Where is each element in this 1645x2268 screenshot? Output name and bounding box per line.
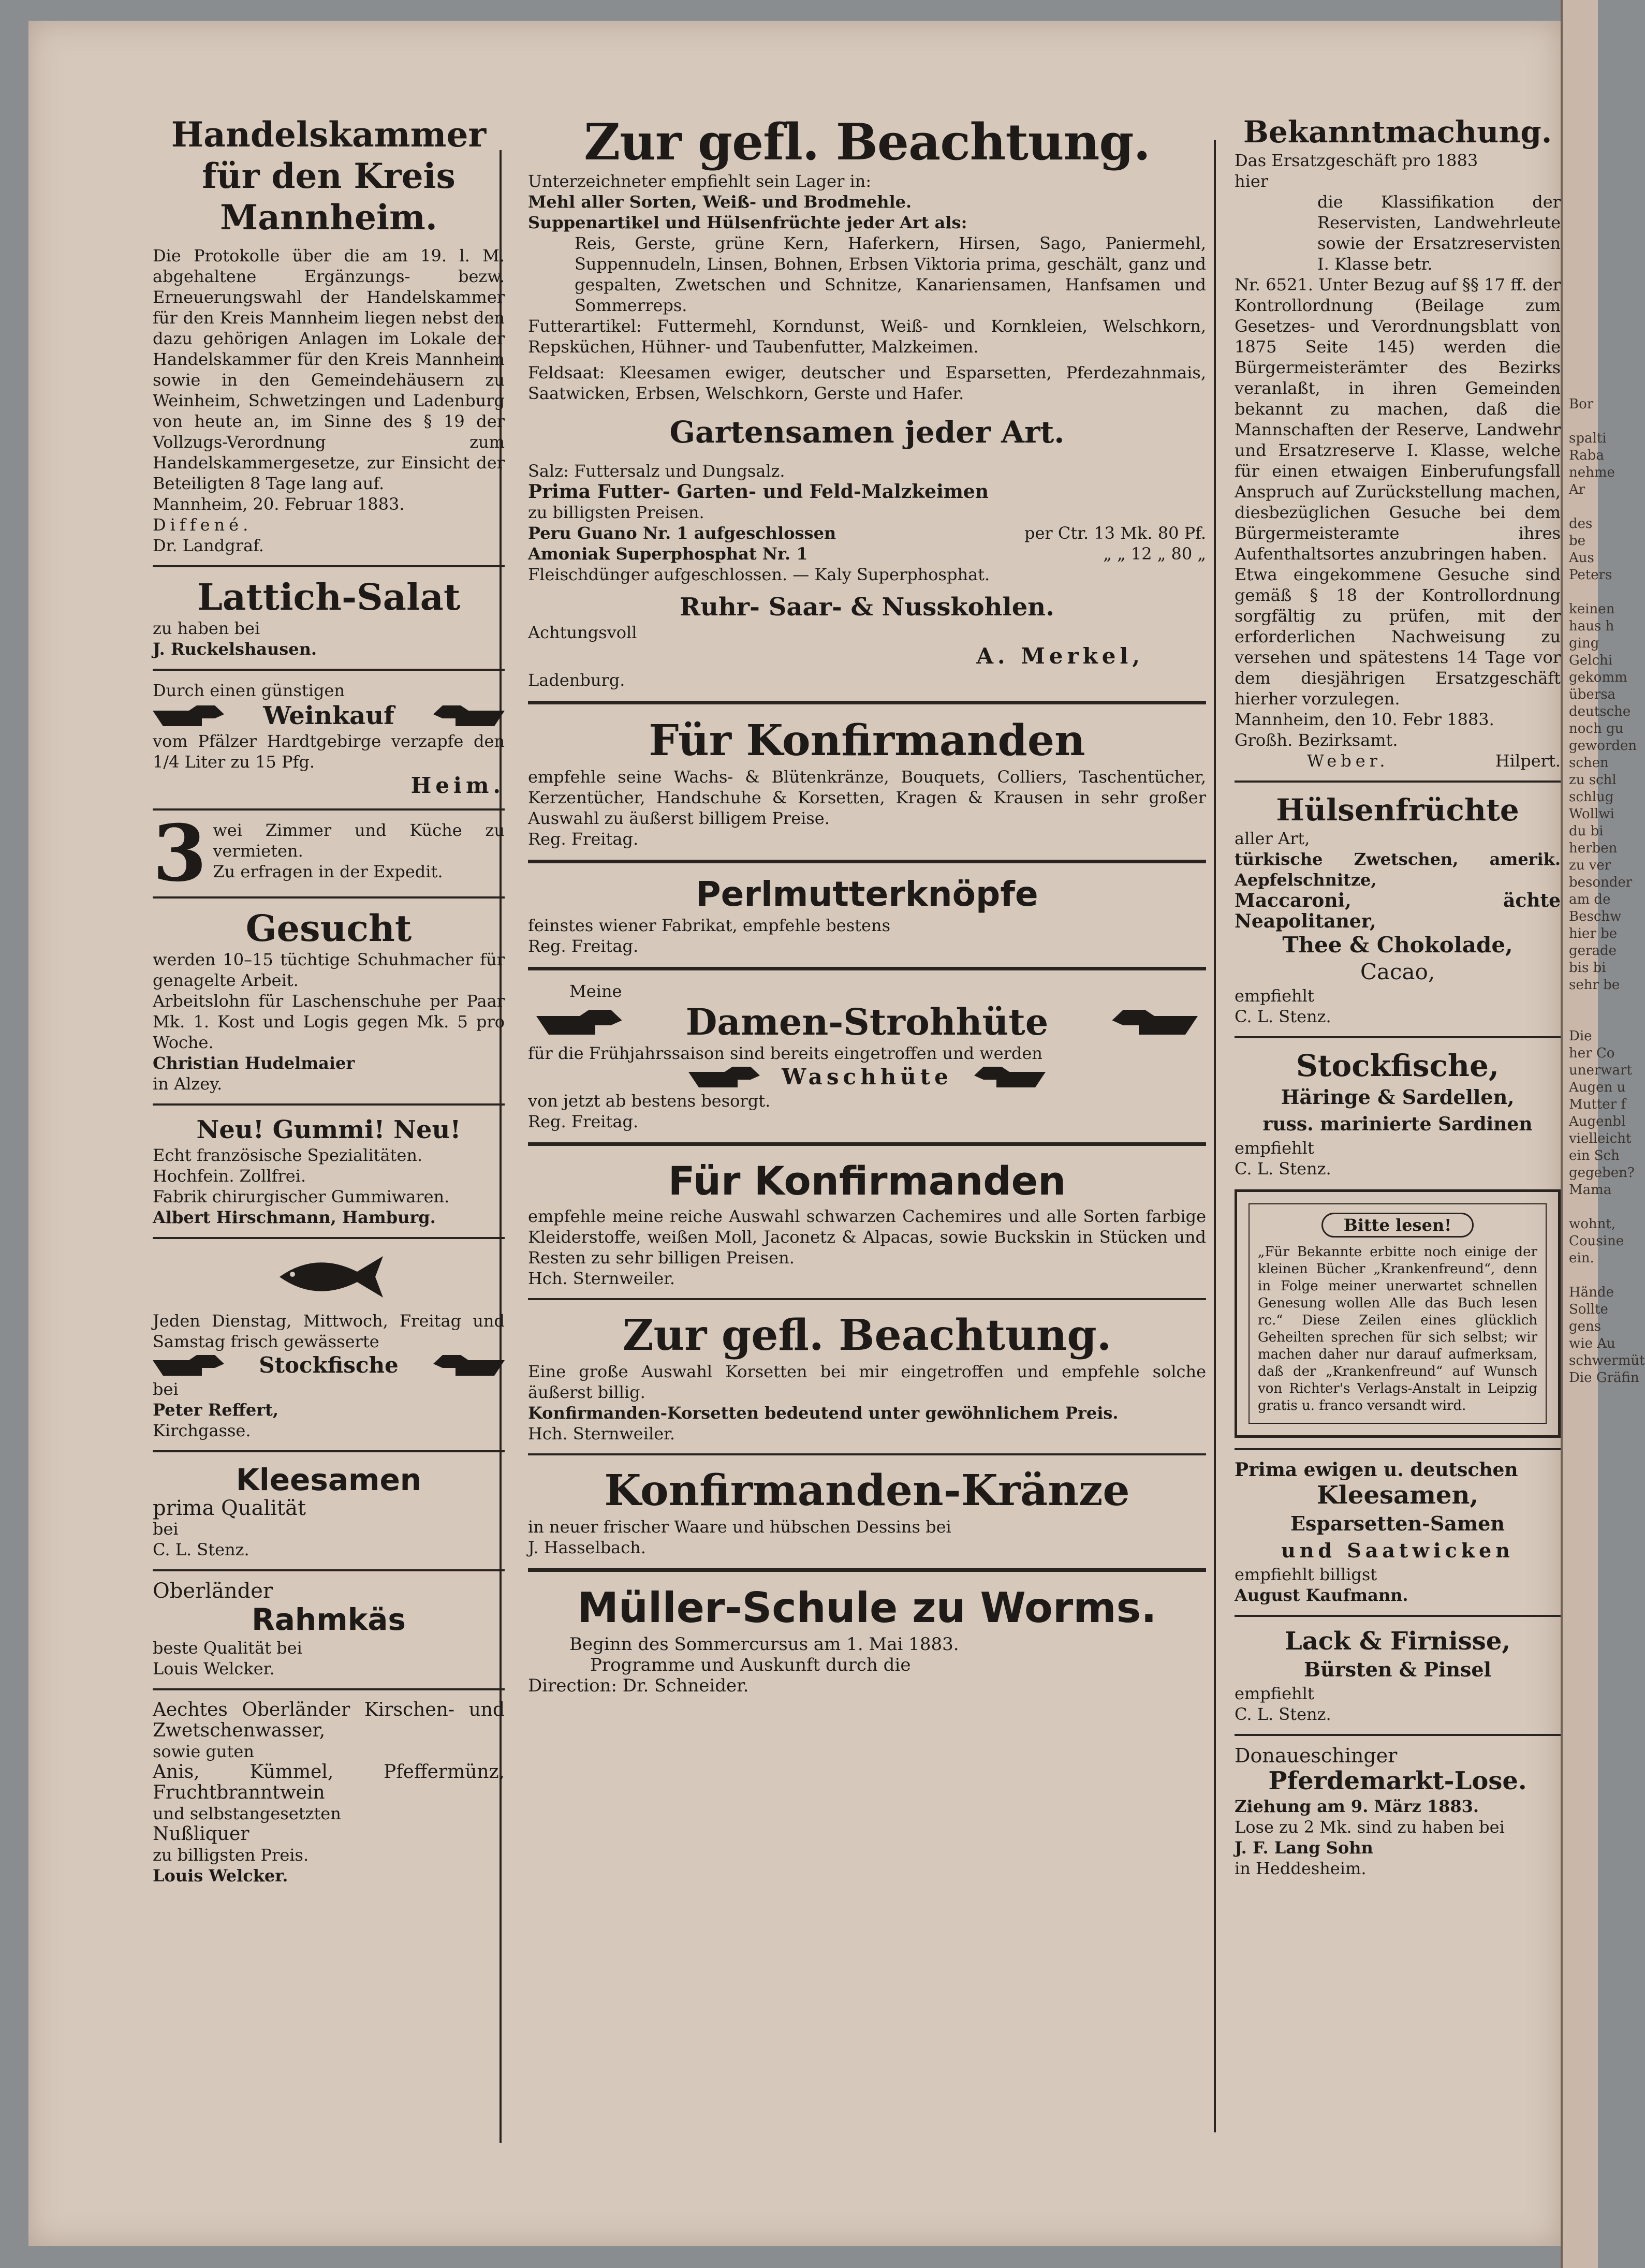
pointing-hand-right-icon (528, 1007, 631, 1038)
ad-text: zu haben bei (153, 618, 260, 638)
ad-date: Mannheim, den 10. Febr 1883. (1235, 710, 1494, 729)
pointing-hand-right-icon (153, 703, 225, 729)
edge-fragment: ein. (1569, 1250, 1594, 1266)
ad-zimmer (153, 808, 505, 899)
ad-perlmutter (528, 874, 1206, 956)
edge-fragment: noch gu (1569, 721, 1624, 737)
ad-text: Fleischdünger aufgeschlossen. — Kaly Superphosphat. (528, 565, 990, 584)
pointing-hand-right-icon (688, 1064, 761, 1090)
edge-fragment: geworden (1569, 738, 1637, 754)
edge-fragment: zu schl (1569, 772, 1617, 788)
edge-fragment: Sollte (1569, 1302, 1608, 1317)
ad-title: Kleesamen (236, 1462, 422, 1497)
ad-text: Bürsten & Pinsel (1304, 1658, 1491, 1681)
ad-text: empfiehlt (1235, 1684, 1314, 1703)
ad-text: Cacao, (1360, 959, 1435, 984)
ad-subtitle: Gartensamen jeder Art. (669, 415, 1065, 450)
drop-cap: 3 (153, 808, 207, 899)
edge-fragment: gekomm (1569, 670, 1627, 685)
ad-text: russ. marinierte Sardinen (1262, 1113, 1533, 1135)
pointing-hand-right-icon (153, 1352, 225, 1378)
edge-fragment: keinen (1569, 601, 1615, 617)
ad-beachtung-merkel (528, 114, 1206, 690)
ad-text: Echt französische Spezialitäten. (153, 1145, 423, 1165)
ad-name: Reg. Freitag. (528, 829, 639, 849)
edge-fragment: besonder (1569, 875, 1633, 890)
ad-name: A. Merkel, (976, 643, 1144, 669)
edge-fragment (1566, 584, 1598, 601)
ad-date: Mannheim, 20. Februar 1883. (153, 494, 405, 514)
ad-signer: Dr. Landgraf. (153, 536, 264, 555)
ad-text: und Saatwicken (1281, 1539, 1514, 1562)
edge-fragment: her Co (1569, 1045, 1615, 1061)
ad-handelskammer (153, 114, 505, 556)
ad-sub: prima Qualität (153, 1496, 306, 1520)
edge-fragment (1566, 379, 1598, 396)
pointing-hand-left-icon (1103, 1007, 1206, 1038)
edge-fragment: Mama (1569, 1182, 1612, 1198)
edge-fragment: übersa (1569, 687, 1616, 702)
ad-body: Arbeitslohn für Laschenschuhe per Paar Mk. 1. Kost und Logis gegen Mk. 5 pro Woche. (153, 991, 505, 1052)
edge-fragment (1566, 345, 1598, 362)
edge-fragment: nehme (1569, 465, 1615, 480)
ad-body: beste Qualität bei (153, 1638, 302, 1658)
edge-fragment (1566, 362, 1598, 379)
edge-fragment: wohnt, (1569, 1216, 1616, 1232)
ad-title: Für Konfirmanden (649, 716, 1085, 765)
ad-title: Kleesamen, (1316, 1481, 1479, 1510)
ad-weinkauf (153, 680, 505, 799)
ad-text: Programme und Auskunft durch die (590, 1655, 911, 1675)
edge-fragment: hier be (1569, 926, 1618, 941)
ad-place: Kirchgasse. (153, 1421, 251, 1440)
edge-fragment (1566, 498, 1598, 516)
ad-text: Das Ersatzgeschäft pro 1883 (1235, 151, 1478, 170)
ad-text: und selbstangesetzten (153, 1804, 341, 1823)
pointing-hand-left-icon (432, 703, 505, 729)
ad-text: sowie guten (153, 1742, 254, 1761)
ad-text: Futterartikel: Futtermehl, Korndunst, Weiß- und Kornkleien, Welschkorn, Repsküchen, Hühner- und Taubenfutter, Malzkeimen. (528, 316, 1206, 357)
edge-fragment: des (1569, 516, 1593, 532)
ad-body: von jetzt ab bestens besorgt. (528, 1091, 771, 1111)
edge-fragment: sehr be (1569, 977, 1620, 993)
ad-body: wei Zimmer und Küche zu vermieten. (213, 820, 505, 861)
edge-fragment: schwermüt (1569, 1353, 1645, 1368)
ad-strohhuete (528, 981, 1206, 1132)
ad-intro: Unterzeichneter empfiehlt sein Lager in: (528, 171, 872, 191)
pointing-hand-left-icon (432, 1352, 505, 1378)
ad-title: Bekanntmachung. (1243, 114, 1552, 150)
ad-name: Albert Hirschmann, Hamburg. (153, 1207, 436, 1227)
ad-title: Zur gefl. Beachtung. (622, 1310, 1112, 1360)
ad-text: Thee & Chokolade, (1282, 932, 1513, 958)
price-value: per Ctr. 13 Mk. 80 Pf. (1024, 523, 1206, 543)
ad-name: Hch. Sternweiler. (528, 1424, 675, 1444)
ad-rahmkaes (153, 1581, 505, 1679)
ad-name: Reg. Freitag. (528, 1112, 639, 1131)
ad-name: C. L. Stenz. (1235, 1159, 1331, 1179)
fish-icon (269, 1248, 388, 1305)
ad-name: C. L. Stenz. (153, 1540, 249, 1559)
ad-text: empfiehlt billigst (1235, 1565, 1377, 1584)
ad-text: Esparsetten-Samen (1290, 1512, 1505, 1535)
ad-beachtung-sternweiler (528, 1309, 1206, 1444)
edge-fragment: gerade (1569, 943, 1617, 959)
edge-fragment: Ar (1569, 482, 1585, 497)
ad-body: werden 10–15 tüchtige Schuhmacher für genagelte Arbeit. (153, 950, 505, 990)
ad-bekanntmachung (1235, 114, 1561, 771)
ad-stockfische-stenz (1235, 1048, 1561, 1179)
edge-fragment: ging (1569, 636, 1599, 651)
ad-place: in Alzey. (153, 1074, 223, 1094)
ad-subtitle: Waschhüte (782, 1064, 952, 1089)
ad-text: Maccaroni, ächte Neapolitaner, (1235, 890, 1561, 932)
ad-text: türkische Zwetschen, amerik. Aepfelschnitze, (1235, 849, 1561, 890)
ad-body: feinstes wiener Fabrikat, empfehle bestens (528, 916, 890, 935)
edge-fragment: gegeben? (1569, 1165, 1635, 1181)
ad-body: Jeden Dienstag, Mittwoch, Freitag und Samstag frisch gewässerte (153, 1311, 505, 1351)
ad-body: Eine große Auswahl Korsetten bei mir eingetroffen und empfehle solche äußerst billig. (528, 1362, 1206, 1402)
ad-name: C. L. Stenz. (1235, 1704, 1331, 1724)
edge-fragment: zu ver (1569, 858, 1611, 873)
ad-body: in neuer frischer Waare und hübschen Dessins bei (528, 1517, 951, 1537)
ad-name: J. Ruckelshausen. (153, 639, 317, 659)
ad-text: Nußliquer (153, 1823, 249, 1845)
ad-name: Weber. (1307, 751, 1389, 771)
ad-text: Beginn des Sommercursus am 1. Mai 1883. (569, 1634, 959, 1655)
edge-fragment: gens (1569, 1319, 1602, 1334)
adjacent-page-edge (1561, 0, 1645, 2268)
edge-fragment: Gelchi (1569, 653, 1613, 668)
edge-fragment: du bi (1569, 823, 1604, 839)
edge-fragment: schen (1569, 755, 1609, 771)
ad-text: Anis, Kümmel, Pfeffermünz, Fruchtbranntwein (153, 1761, 505, 1803)
ad-text: empfiehlt (1235, 986, 1314, 1006)
edge-fragment: Raba (1569, 448, 1604, 463)
edge-text-fragments (1563, 0, 1645, 1387)
ad-title: Lack & Firnisse, (1284, 1627, 1511, 1656)
ad-kleesamen-kaufmann (1235, 1460, 1561, 1606)
ad-kleesamen (153, 1462, 505, 1560)
edge-fragment (1566, 1199, 1598, 1216)
ad-name: J. Hasselbach. (528, 1538, 646, 1557)
edge-fragment: unerwart (1569, 1063, 1632, 1078)
ad-text: Suppenartikel und Hülsenfrüchte jeder Art als: (528, 213, 967, 232)
column-left (153, 114, 505, 1886)
ad-label: Bitte lesen! (1321, 1213, 1474, 1238)
ad-lattich (153, 577, 505, 659)
ad-body: für die Frühjahrssaison sind bereits eingetroffen und werden (528, 1043, 1042, 1063)
edge-fragment: Mutter f (1569, 1097, 1626, 1112)
ad-name: Diffené. (153, 515, 253, 535)
ad-text: Häringe & Sardellen, (1281, 1085, 1515, 1109)
ad-name: Louis Welcker. (153, 1866, 288, 1886)
edge-fragment (1566, 994, 1598, 1011)
ad-gummi (153, 1115, 505, 1228)
edge-fragment (1566, 1011, 1598, 1028)
ad-title: Handelskammer für den Kreis Mannheim. (171, 114, 487, 238)
edge-fragment: be (1569, 533, 1586, 549)
ad-text: zu billigsten Preis. (153, 1845, 309, 1865)
edge-fragment: schlug (1569, 789, 1614, 805)
ad-place: in Heddesheim. (1235, 1859, 1367, 1878)
edge-fragment: Augen u (1569, 1080, 1626, 1095)
ad-lack (1235, 1626, 1561, 1725)
ad-text: Reis, Gerste, grüne Kern, Haferkern, Hirsen, Sago, Paniermehl, Suppennudeln, Linsen, Bohnen, Erbsen Viktoria prima, geschält, ganz und gespalten, Zwetschen und Schnitze, Kanariensamen, Hanfsamen und Sommerreps. (575, 233, 1206, 315)
ad-body: Etwa eingekommene Gesuche sind gemäß § 18 der Kontrollordnung sorgfältig zu prüfen, mit der erforderlichen Nachweisung zu versehen und spätestens 14 Tage vor dem diesjährigen Ersatzgeschäft hierher vorzulegen. (1235, 565, 1561, 709)
edge-fragment: am de (1569, 892, 1611, 907)
column-rule (1214, 140, 1216, 2132)
edge-fragment: spalti (1569, 431, 1607, 446)
ad-text: Direction: Dr. Schneider. (528, 1675, 749, 1696)
ad-name: Heim. (410, 773, 505, 798)
column-middle (528, 114, 1206, 1696)
edge-fragment: vielleicht (1569, 1131, 1632, 1146)
ad-name: Hch. Sternweiler. (528, 1269, 675, 1288)
edge-fragment (1566, 1267, 1598, 1284)
ad-text: empfiehlt (1235, 1138, 1314, 1158)
ad-name: Reg. Freitag. (528, 936, 639, 956)
ad-title: Hülsenfrüchte (1276, 792, 1519, 828)
ad-body: Konfirmanden-Korsetten bedeutend unter gewöhnlichem Preis. (528, 1403, 1119, 1423)
edge-fragment: Hände (1569, 1285, 1614, 1300)
ad-kirschenwasser (153, 1700, 505, 1886)
ad-title: Stockfische (259, 1352, 399, 1378)
edge-fragment (1566, 311, 1598, 328)
ad-pre: Donaueschinger (1235, 1744, 1398, 1767)
ad-subtitle: Ruhr- Saar- & Nusskohlen. (680, 593, 1054, 622)
ad-title: Für Konfirmanden (668, 1158, 1066, 1204)
ad-text: Prima ewigen u. deutschen (1235, 1459, 1518, 1481)
ad-body: vom Pfälzer Hardtgebirge verzapfe den 1/4 Liter zu 15 Pfg. (153, 731, 505, 772)
edge-fragment: deutsche (1569, 704, 1631, 719)
ad-huelsenfruechte (1235, 792, 1561, 1027)
ad-title: Lattich-Salat (197, 576, 461, 618)
edge-fragment: Aus (1569, 550, 1594, 566)
ad-text: hier (1235, 171, 1269, 191)
ad-text: Salz: Futtersalz und Dungsalz. (528, 461, 785, 481)
ad-mueller-schule (528, 1582, 1206, 1696)
ad-konfirmanden-freitag (528, 715, 1206, 849)
pointing-hand-left-icon (973, 1064, 1046, 1090)
ad-stockfische (153, 1248, 505, 1441)
ad-sub: Zu erfragen in der Expedit. (213, 862, 443, 881)
edge-fragment: Die (1569, 1028, 1592, 1044)
ad-place: Ladenburg. (528, 670, 625, 690)
ad-text: zu billigsten Preisen. (528, 503, 704, 522)
newspaper-page (28, 21, 1561, 2246)
ad-name: C. L. Stenz. (1235, 1007, 1331, 1026)
price-item: Amoniak Superphosphat Nr. 1 (528, 544, 808, 564)
ad-name: Hilpert. (1495, 751, 1561, 771)
price-item: Peru Guano Nr. 1 aufgeschlossen (528, 523, 836, 543)
ad-body: Die Protokolle über die am 19. l. M. abgehaltene Ergänzungs- bezw. Erneuerungswahl der Handelskammer für den Kreis Mannheim liegen nebst den dazu gehörigen Anlagen im Lokale der Handelskammer für den Kreis Mannheim sowie in den Gemeindehäusern zu Weinheim, Schwetzingen und Ladenburg von heute an, im Sinne des § 19 der Vollzugs-Verordnung zum Handelskammergesetze, zur Einsicht der Beteiligten 8 Tage lang auf. (153, 246, 505, 493)
ad-text: Mehl aller Sorten, Weiß- und Brodmehle. (528, 192, 912, 212)
ad-name: Christian Hudelmaier (153, 1053, 355, 1073)
ad-text: bei (153, 1519, 179, 1539)
ad-text: Feldsaat: Kleesamen ewiger, deutscher und Esparsetten, Pferdezahnmais, Saatwicken, Erbsen, Welschkorn, Gerste und Hafer. (528, 363, 1206, 403)
ad-text: die Klassifikation der Reservisten, Landwehrleute sowie der Ersatzreservisten I. Klasse betr. (1317, 192, 1561, 274)
ad-title: Zur gefl. Beachtung. (584, 113, 1150, 171)
ad-body: empfehle seine Wachs- & Blütenkränze, Bouquets, Colliers, Taschentücher, Kerzentücher, Handschuhe & Korsetten, Kragen & Krausen in sehr großer Auswahl zu äußerst billigem Preise. (528, 767, 1206, 828)
ad-body: „Für Bekannte erbitte noch einige der kleinen Bücher „Krankenfreund“, denn in Folge meiner unerwartet schnellen Genesung wollen Alle das Buch lesen rc.“ Diese Zeilen eines glücklich Geheilten sprechen für sich selbst; wir machen daher nur darauf aufmerksam, daß der „Krankenfreund“ auf Wunsch von Richter's Verlags-Anstalt in Leipzig gratis u. franco versandt wird. (1258, 1244, 1537, 1413)
edge-fragment: Peters (1569, 567, 1612, 583)
edge-fragment: Wollwi (1569, 806, 1614, 822)
ad-text: aller Art, (1235, 829, 1310, 848)
edge-fragment: haus h (1569, 618, 1614, 634)
ad-title: Rahmkäs (252, 1602, 406, 1637)
column-right (1235, 114, 1561, 1879)
ad-name: Peter Reffert, (153, 1400, 279, 1420)
ad-text: Achtungsvoll (528, 623, 637, 642)
edge-fragment: Augenbl (1569, 1114, 1626, 1129)
ad-text: bei (153, 1379, 179, 1399)
ad-title: Perlmutterknöpfe (696, 874, 1038, 914)
edge-fragment: Beschw (1569, 909, 1622, 924)
ad-bitte-lesen (1235, 1189, 1561, 1438)
ad-text: Durch einen günstigen (153, 681, 345, 700)
ad-body: Aechtes Oberländer Kirschen- und Zwetschenwasser, (153, 1699, 505, 1741)
edge-fragment (1566, 328, 1598, 345)
ad-body: empfehle meine reiche Auswahl schwarzen Cachemires und alle Sorten farbige Kleiderstoffe, weißen Moll, Jaconetz & Alpacas, sowie Buckskin in Stücken und Resten zu sehr billigen Preisen. (528, 1206, 1206, 1268)
ad-gesucht (153, 908, 505, 1094)
ad-pferdemarkt-lose (1235, 1745, 1561, 1879)
ad-title: Gesucht (245, 907, 412, 950)
ad-name: Louis Welcker. (153, 1659, 275, 1678)
ad-konfirmanden-sternweiler (528, 1156, 1206, 1289)
edge-fragment: herben (1569, 841, 1618, 856)
ad-text: Hochfein. Zollfrei. (153, 1166, 306, 1186)
ad-text: Prima Futter- Garten- und Feld-Malzkeimen (528, 481, 989, 503)
ad-kraenze (528, 1465, 1206, 1558)
ad-text: Fabrik chirurgischer Gummiwaren. (153, 1187, 450, 1206)
ad-text: Ziehung am 9. März 1883. (1235, 1796, 1479, 1816)
ad-pre: Meine (569, 981, 622, 1001)
ad-office: Großh. Bezirksamt. (1235, 730, 1398, 750)
edge-fragment: Bor (1569, 396, 1594, 412)
ad-title: Stockfische, (1296, 1048, 1500, 1083)
edge-fragment: ein Sch (1569, 1148, 1620, 1164)
edge-fragment (1566, 413, 1598, 430)
ad-title: Damen-Strohhüte (685, 1000, 1049, 1043)
ad-text: Lose zu 2 Mk. sind zu haben bei (1235, 1817, 1505, 1837)
edge-fragment: wie Au (1569, 1336, 1615, 1351)
ad-title: Neu! Gummi! Neu! (196, 1115, 461, 1144)
ad-name: J. F. Lang Sohn (1235, 1838, 1373, 1858)
edge-fragment: Cousine (1569, 1233, 1624, 1249)
ad-body: Nr. 6521. Unter Bezug auf §§ 17 ff. der Kontrollordnung (Beilage zum Gesetzes- und Verordnungsblatt von 1875 Seite 145) werden die Bürgermeisterämter des Bezirks veranlaßt, in ihren Gemeinden bekannt zu machen, daß die Mannschaften der Reserve, Landwehr und Ersatzreserve I. Klasse, welche für einen etwaigen Einberufungsfall Anspruch auf Zurückstellung machen, diesbezüglichen Gesuche bei dem Bürgermeisteramte ihres Aufenthaltsortes anzubringen haben. (1235, 275, 1561, 564)
ad-title: Müller-Schule zu Worms. (577, 1584, 1157, 1632)
price-value: „ „ 12 „ 80 „ (1103, 544, 1206, 564)
ad-pre: Oberländer (153, 1579, 273, 1603)
edge-fragment: Die Gräfin (1569, 1370, 1639, 1386)
ad-title: Konfirmanden-Kränze (604, 1466, 1130, 1515)
ad-title: Pferdemarkt-Lose. (1268, 1766, 1527, 1795)
ad-name: August Kaufmann. (1235, 1585, 1408, 1605)
ad-title: Weinkauf (263, 701, 394, 730)
edge-fragment: bis bi (1569, 960, 1606, 976)
